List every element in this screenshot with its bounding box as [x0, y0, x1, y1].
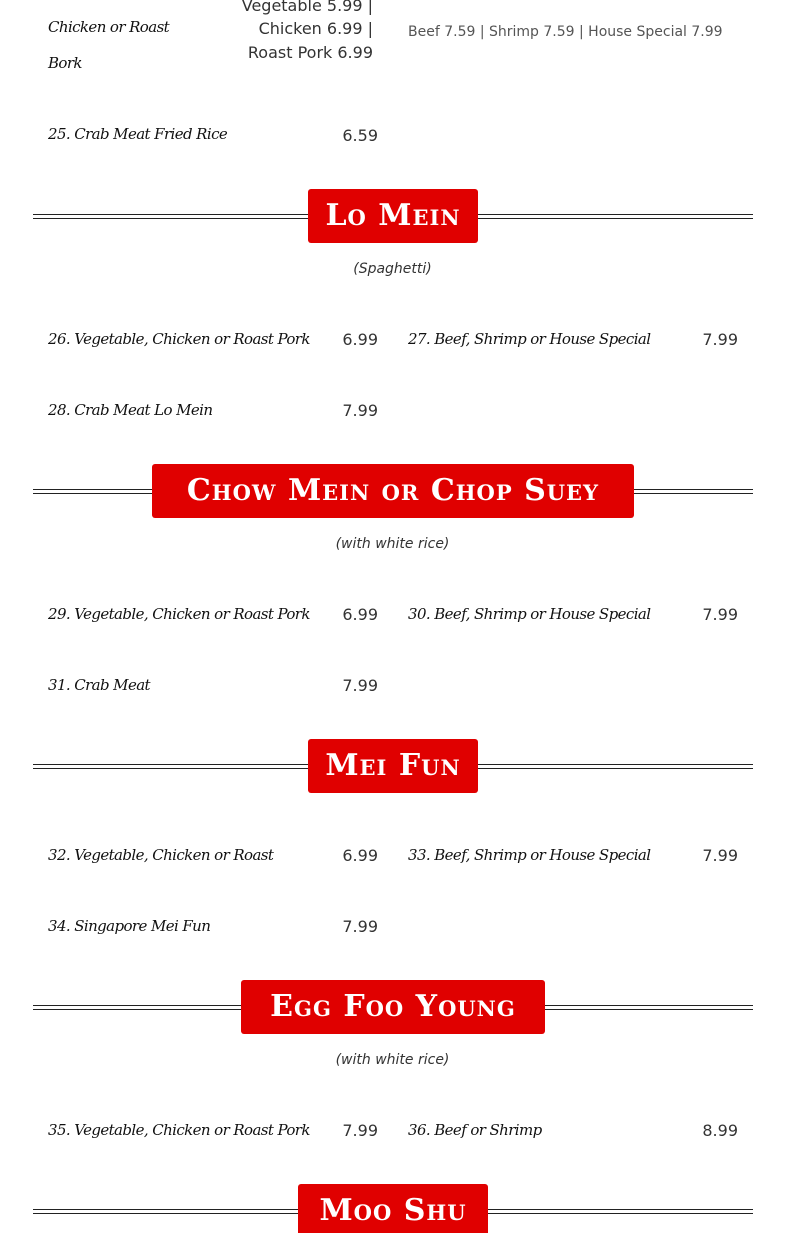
menu-item-name: 32. Vegetable, Chicken or Roast	[48, 846, 274, 864]
menu-item-name: 35. Vegetable, Chicken or Roast Pork	[48, 1121, 310, 1139]
item-variants: Beef 7.59 | Shrimp 7.59 | House Special 7.99	[408, 24, 723, 40]
item-24-price-line3: Roast Pork 6.99	[247, 43, 373, 62]
menu-item-price: 6.99	[342, 330, 378, 349]
menu-item-name: 30. Beef, Shrimp or House Special	[408, 605, 651, 623]
section-note: (with white rice)	[335, 1052, 450, 1068]
item-25-price: 6.59	[342, 126, 378, 145]
section-title-mei-fun: Mei Fun	[308, 739, 478, 793]
menu-item-name: 34. Singapore Mei Fun	[48, 917, 211, 935]
section-title-moo-shu: Moo Shu	[298, 1184, 488, 1233]
menu-item-price: 7.99	[702, 330, 738, 349]
section-note: (Spaghetti)	[353, 261, 432, 277]
menu-item-name: 36. Beef or Shrimp	[408, 1121, 542, 1139]
item-24-price-line1: Vegetable 5.99 |	[241, 0, 373, 15]
section-title-lo-mein: Lo Mein	[308, 189, 478, 243]
menu-item-price: 6.99	[342, 605, 378, 624]
menu-item-price: 7.99	[342, 1121, 378, 1140]
menu-item-name: 26. Vegetable, Chicken or Roast Pork	[48, 330, 310, 348]
menu-item-price: 7.99	[702, 846, 738, 865]
menu-item-name: 31. Crab Meat	[48, 676, 150, 694]
menu-item-price: 6.99	[342, 846, 378, 865]
menu-item-name: 28. Crab Meat Lo Mein	[48, 401, 213, 419]
item-24-name-line2: Bork	[48, 54, 82, 72]
menu-item-name: 33. Beef, Shrimp or House Special	[408, 846, 651, 864]
item-24-price-line2: Chicken 6.99 |	[258, 19, 373, 38]
menu-item-price: 7.99	[702, 605, 738, 624]
item-24-name-line1: Chicken or Roast	[48, 18, 170, 36]
section-note: (with white rice)	[335, 536, 450, 552]
menu-item-price: 8.99	[702, 1121, 738, 1140]
menu-item-name: 29. Vegetable, Chicken or Roast Pork	[48, 605, 310, 623]
menu-item-name: 27. Beef, Shrimp or House Special	[408, 330, 651, 348]
menu-item-price: 7.99	[342, 917, 378, 936]
section-title-egg-foo-young: Egg Foo Young	[241, 980, 545, 1034]
section-title-chow-mein: Chow Mein or Chop Suey	[152, 464, 634, 518]
menu-item-price: 7.99	[342, 676, 378, 695]
item-25-name: 25. Crab Meat Fried Rice	[48, 125, 228, 143]
menu-item-price: 7.99	[342, 401, 378, 420]
